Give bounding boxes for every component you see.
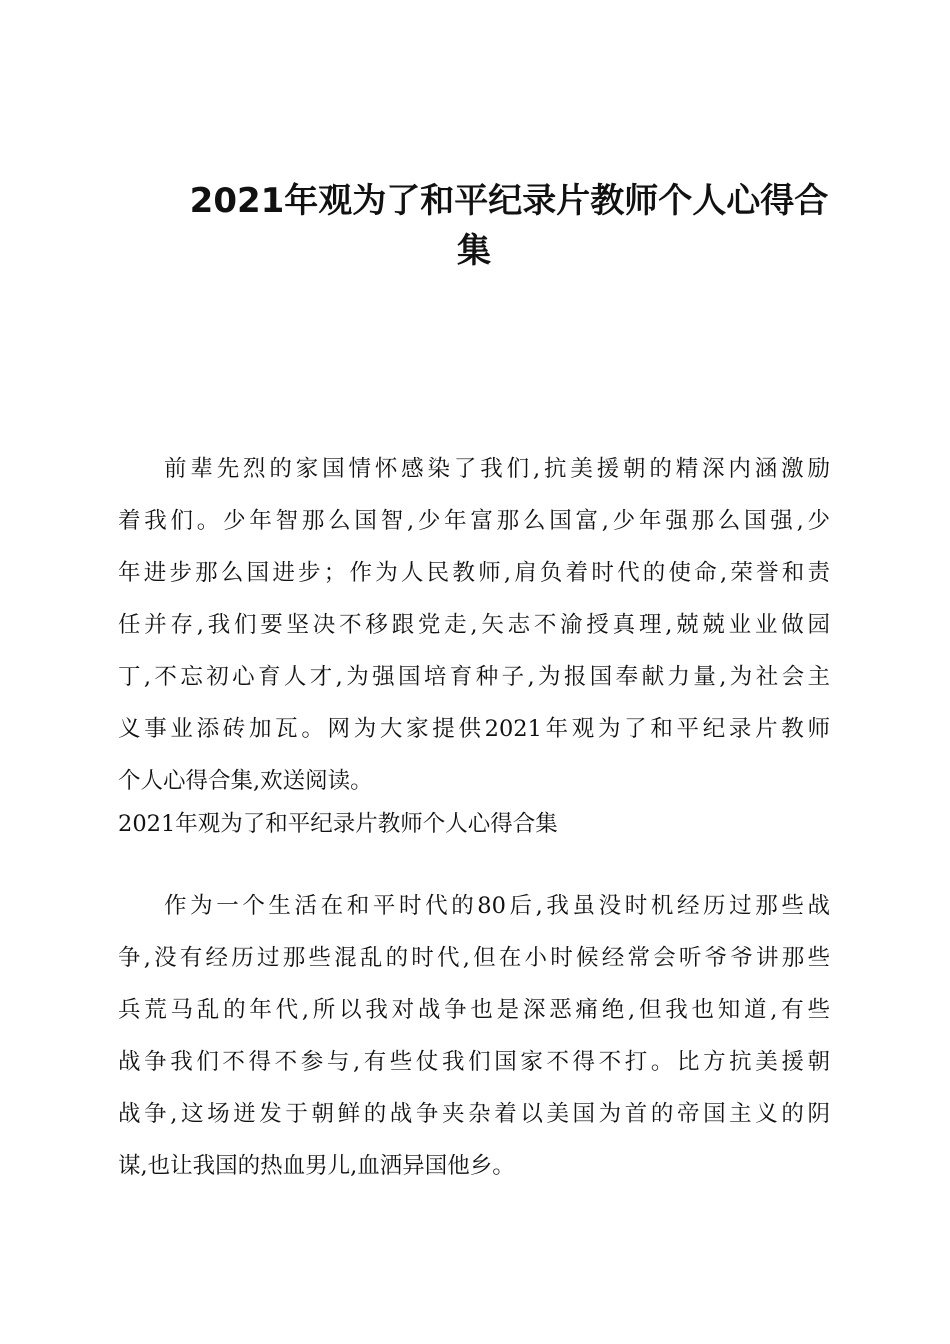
paragraph-line: 丁,不忘初心育人才,为强国培育种子,为报国奉献力量,为社会主 [118, 664, 830, 690]
paragraph-line: 任并存,我们要坚决不移跟党走,矢志不渝授真理,兢兢业业做园 [118, 612, 830, 638]
document-title [118, 176, 830, 276]
title-line: 2021年观为了和平纪录片教师个人心得合 [189, 181, 829, 221]
body-paragraph [118, 880, 830, 1192]
title-line: 集 [457, 231, 491, 271]
paragraph-line: 着我们。少年智那么国智,少年富那么国富,少年强那么国强,少 [118, 508, 830, 534]
paragraph-line: 年进步那么国进步；作为人民教师,肩负着时代的使命,荣誉和责 [118, 560, 830, 586]
paragraph-line: 谋,也让我国的热血男儿,血洒异国他乡。 [118, 1153, 515, 1179]
intro-paragraph [118, 443, 830, 807]
section-heading [118, 798, 830, 850]
paragraph-line: 个人心得合集,欢送阅读。 [118, 768, 373, 794]
paragraph-line: 兵荒马乱的年代,所以我对战争也是深恶痛绝,但我也知道,有些 [118, 997, 830, 1023]
paragraph-line: 义事业添砖加瓦。网为大家提供2021年观为了和平纪录片教师 [118, 716, 830, 742]
paragraph-line: 前辈先烈的家国情怀感染了我们,抗美援朝的精深内涵激励 [164, 456, 830, 482]
paragraph-line: 作为一个生活在和平时代的80后,我虽没时机经历过那些战 [164, 893, 830, 919]
paragraph-line: 战争我们不得不参与,有些仗我们国家不得不打。比方抗美援朝 [118, 1049, 830, 1075]
paragraph-line: 争,没有经历过那些混乱的时代,但在小时候经常会听爷爷讲那些 [118, 945, 830, 971]
paragraph-line: 战争,这场迸发于朝鲜的战争夹杂着以美国为首的帝国主义的阴 [118, 1101, 830, 1127]
section-heading-text: 2021年观为了和平纪录片教师个人心得合集 [118, 811, 558, 837]
